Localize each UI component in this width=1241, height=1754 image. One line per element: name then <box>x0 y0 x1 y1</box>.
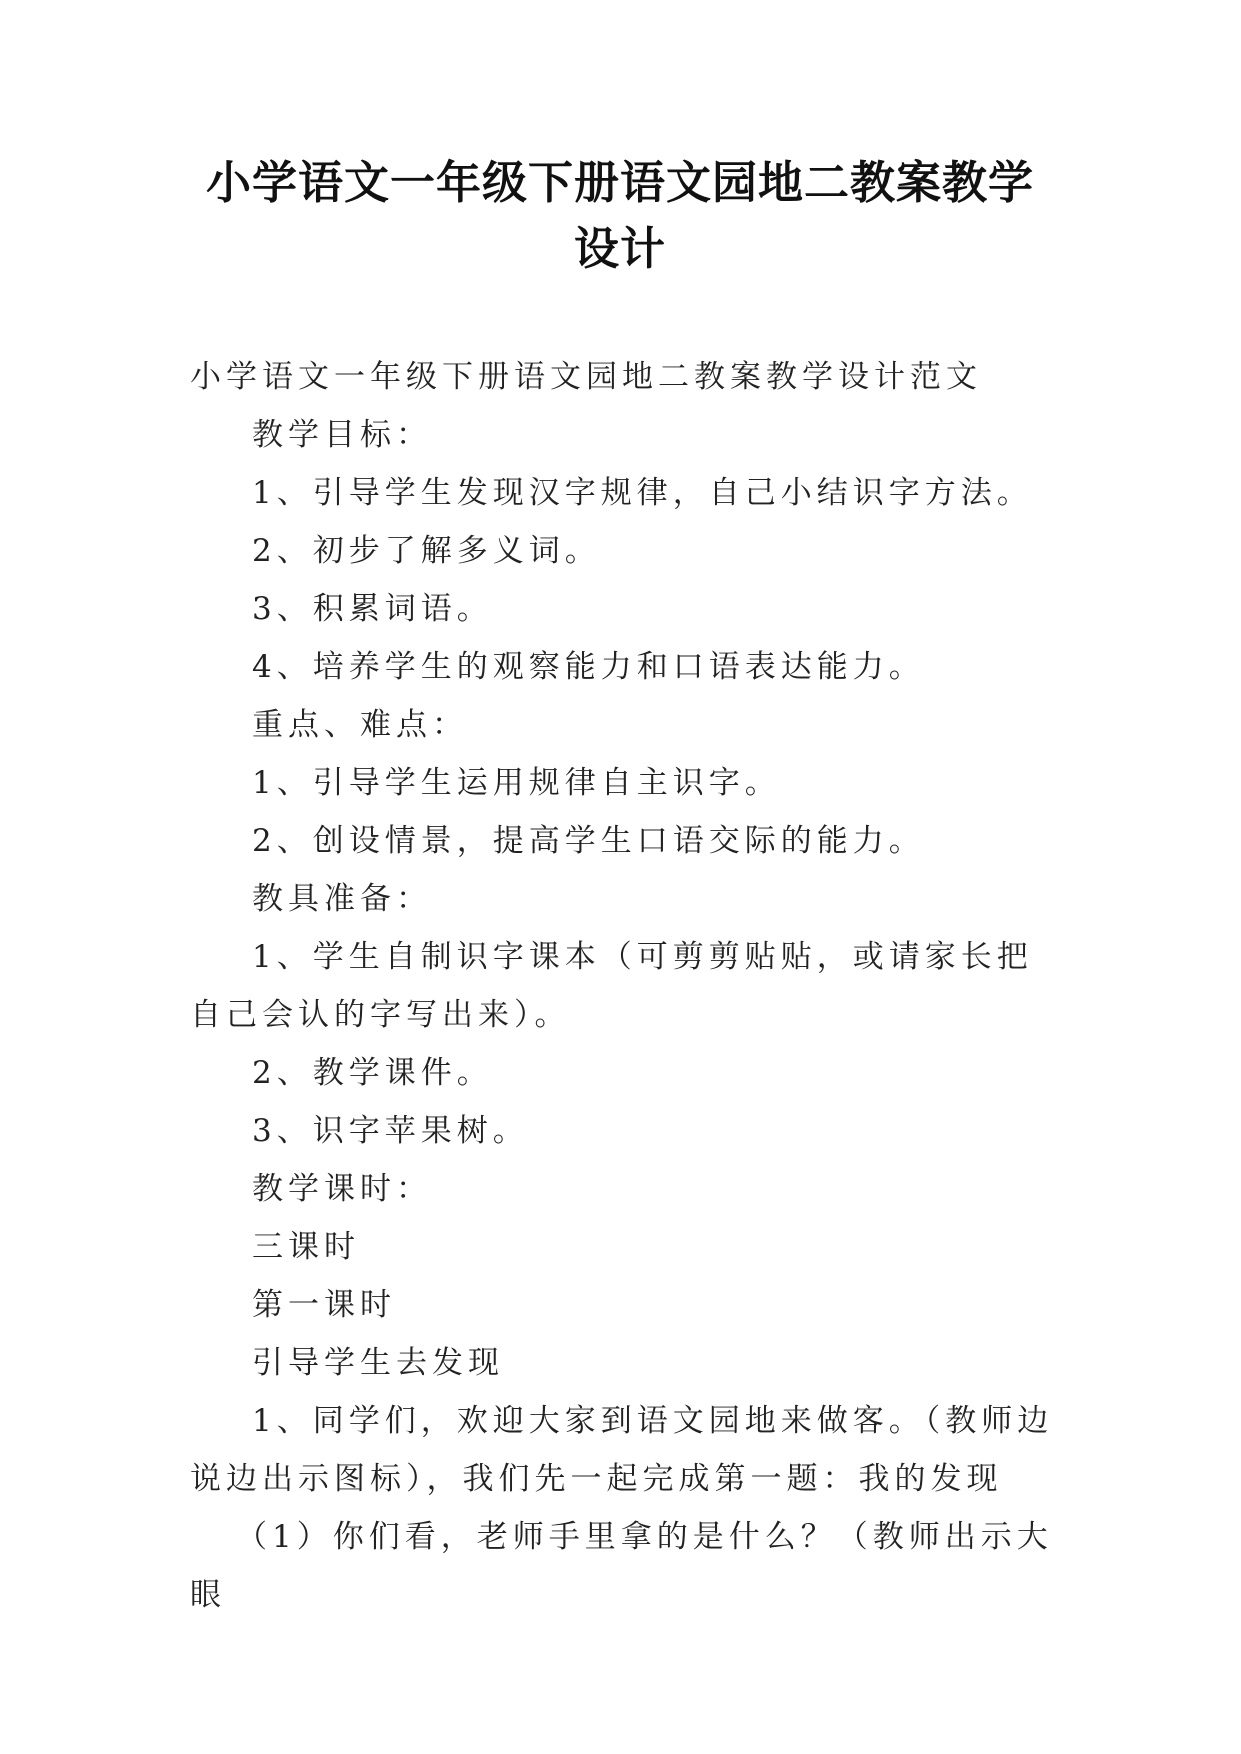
paragraph: 2、创设情景，提高学生口语交际的能力。 <box>252 823 925 859</box>
title-line-2: 设计 <box>573 222 666 275</box>
document-body <box>190 348 1060 1624</box>
paragraph: 1、学生自制识字课本（可剪剪贴贴，或请家长把自己会认的字写出来）。 <box>190 939 1033 1033</box>
paragraph-subtitle: 小学语文一年级下册语文园地二教案教学设计范文 <box>190 359 982 395</box>
paragraph: 3、识字苹果树。 <box>252 1113 529 1149</box>
paragraph: 引导学生去发现 <box>252 1345 504 1381</box>
paragraph: 3、积累词语。 <box>252 591 493 627</box>
paragraph: 1、引导学生运用规律自主识字。 <box>252 765 781 801</box>
paragraph: 三课时 <box>252 1229 360 1265</box>
paragraph: 1、引导学生发现汉字规律，自己小结识字方法。 <box>252 475 1033 511</box>
paragraph-heading-goals: 教学目标： <box>252 417 432 453</box>
paragraph: 1、同学们，欢迎大家到语文园地来做客。（教师边说边出示图标），我们先一起完成第一题：我的发现 <box>190 1403 1054 1497</box>
paragraph: 2、教学课件。 <box>252 1055 493 1091</box>
paragraph-heading-keypoints: 重点、难点： <box>252 707 468 743</box>
paragraph-heading-lesson-1: 第一课时 <box>252 1287 396 1323</box>
document-title <box>180 150 1060 282</box>
paragraph: 4、培养学生的观察能力和口语表达能力。 <box>252 649 925 685</box>
title-line-1: 小学语文一年级下册语文园地二教案教学 <box>205 156 1034 209</box>
paragraph: 2、初步了解多义词。 <box>252 533 601 569</box>
paragraph-heading-materials: 教具准备： <box>252 881 432 917</box>
paragraph-heading-periods: 教学课时： <box>252 1171 432 1207</box>
paragraph: （1）你们看，老师手里拿的是什么？（教师出示大眼 <box>190 1519 1053 1613</box>
